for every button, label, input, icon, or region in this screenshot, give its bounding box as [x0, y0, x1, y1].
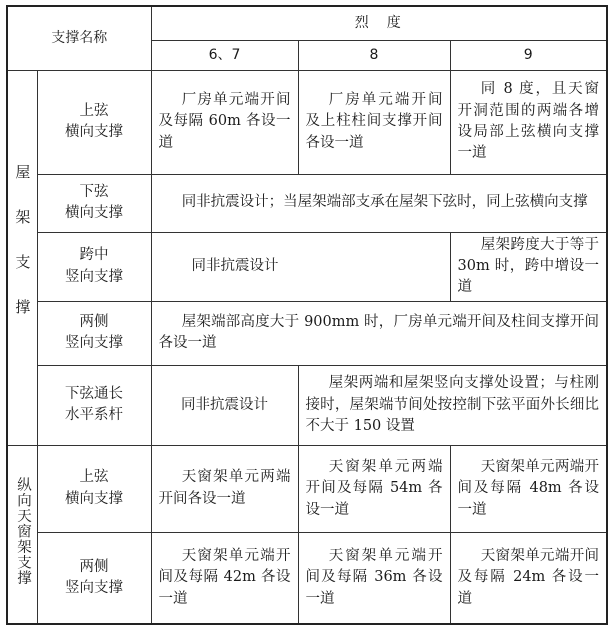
cell-span-8-9: 屋架两端和屋架竖向支撑处设置；与柱刚接时，屋架端节间处按控制下弦平面外长细比不大于 150 设置 — [298, 365, 607, 445]
support-name — [37, 232, 151, 301]
cell-level-6-7: 厂房单元端开间及每隔 60m 各设一道 — [151, 70, 298, 174]
header-level-9: 9 — [450, 40, 607, 70]
support-name-line2: 横向支撑 — [65, 490, 123, 507]
cell-level-8: 天窗架单元端开间及每隔 36m 各设一道 — [298, 532, 450, 624]
support-name — [37, 445, 151, 532]
table-row — [7, 232, 607, 301]
table-row — [7, 532, 607, 624]
cell-level-9: 屋架跨度大于等于 30m 时，跨中增设一道 — [450, 232, 607, 301]
support-name-line2: 竖向支撑 — [65, 335, 123, 352]
support-name — [37, 174, 151, 232]
header-support-name: 支撑名称 — [7, 6, 151, 70]
group-label-text: 纵向天窗架支撑 — [14, 476, 31, 586]
support-name — [37, 301, 151, 365]
cell-level-9: 同 8 度，且天窗开洞范围的两端各增设局部上弦横向支撑一道 — [450, 70, 607, 174]
cell-level-8: 天窗架单元两端开间及每隔 54m 各设一道 — [298, 445, 450, 532]
table-row — [7, 70, 607, 174]
cell-level-9: 天窗架单元两端开间及每隔 48m 各设一道 — [450, 445, 607, 532]
cell-level-6-7: 天窗架单元两端开间各设一道 — [151, 445, 298, 532]
table-row — [7, 445, 607, 532]
roof-bracing-table — [6, 5, 608, 625]
header-level-6-7: 6、7 — [151, 40, 298, 70]
support-name-line1: 两侧 — [79, 558, 109, 575]
support-name-line2: 水平系杆 — [65, 407, 123, 424]
support-name-line2: 横向支撑 — [65, 124, 123, 140]
support-name-line2: 竖向支撑 — [65, 268, 123, 285]
header-level-8: 8 — [298, 40, 450, 70]
group-label-text: 屋架支撑 — [13, 163, 32, 344]
support-name — [37, 70, 151, 174]
group-label-roof-truss — [7, 70, 37, 445]
support-name-line1: 下弦 — [79, 183, 109, 200]
support-name — [37, 532, 151, 624]
support-name-line1: 跨中 — [79, 247, 109, 264]
cell-merged: 同非抗震设计；当屋架端部支承在屋架下弦时，同上弦横向支撑 — [151, 174, 607, 232]
cell-level-8: 厂房单元端开间及上柱柱间支撑开间各设一道 — [298, 70, 450, 174]
support-name-line2: 竖向支撑 — [65, 580, 123, 597]
cell-merged: 屋架端部高度大于 900mm 时，厂房单元端开间及柱间支撑开间各设一道 — [151, 301, 607, 365]
support-name-line1: 上弦 — [79, 102, 109, 119]
cell-level-9: 天窗架单元端开间及每隔 24m 各设一道 — [450, 532, 607, 624]
table-row — [7, 365, 607, 445]
table-row — [7, 301, 607, 365]
support-name-line1: 下弦通长 — [65, 385, 123, 402]
cell-level-6-7: 天窗架单元端开间及每隔 42m 各设一道 — [151, 532, 298, 624]
support-name-line1: 上弦 — [79, 469, 109, 486]
header-intensity: 烈 度 — [151, 6, 607, 40]
cell-span-6-8: 同非抗震设计 — [151, 232, 450, 301]
cell-level-6-7: 同非抗震设计 — [151, 365, 298, 445]
support-name-line1: 两侧 — [79, 313, 109, 330]
group-label-skylight — [7, 445, 37, 624]
support-name-line2: 横向支撑 — [65, 205, 123, 221]
table-row — [7, 174, 607, 232]
support-name — [37, 365, 151, 445]
